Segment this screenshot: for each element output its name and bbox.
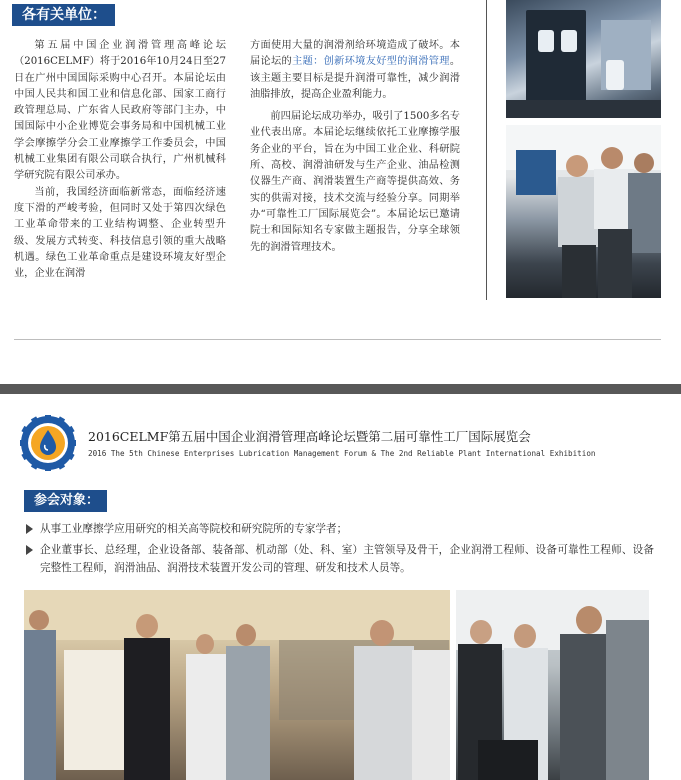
exhibition-visitors-photo: [506, 125, 661, 298]
attendee-item-text: 企业董事长、总经理，企业设备部、装备部、机动部（处、科、室）主管领导及骨干，企业润滑工程师、设备可靠性工程师、设备完整性工程师，润滑油品、润滑技术装置开发公司的管理、研发和技术人员等。: [40, 544, 654, 574]
history-paragraph: 前四届论坛成功举办，吸引了1500多名专业代表出席。本届论坛继续依托工业摩擦学服务企业的平台，旨在为中国工业企业、科研院所、高校、润滑油研发与生产企业、油品检测仪器生产商、润滑装置生产商等提供高效、务实的供需对接，技术交流与经验分享。同期举办“可靠性工厂国际展览会”。本届论坛已邀请院士和国际知名专家做主题报告，分享全球领先的润滑管理技术。: [250, 111, 460, 253]
theme-text-after: 。该主题主要目标是提升润滑可靠性，减少润滑油脂排放，提高企业盈利能力。: [250, 56, 461, 100]
column-divider: [486, 0, 487, 300]
attendee-item-text: 从事工业摩擦学应用研究的相关高等院校和研究院所的专家学者；: [40, 523, 348, 535]
intro-paragraph-1: 第五届中国企业润滑管理高峰论坛（2016CELMF）将于2016年10月24日至27日在广州中国国际采购中心召开。本届论坛由中国人民共和国工业和信息化部、国家工商行政管理总局、广东省人民政府等部门主办，中国国际中小企业博览会事务局和中国机械工业学会摩擦学分会工业摩擦学工作委员会，中国机械工业集团有限公司联合执行，广州机械科学研究院有限公司承办。: [14, 40, 226, 182]
section-header-attendees: 参会对象：: [24, 490, 107, 512]
forum-theme-highlight: 主题：创新环境友好型的润滑管理: [292, 56, 450, 68]
booth-discussion-photo: [456, 590, 649, 780]
intro-paragraph-2: 当前，我国经济面临新常态，面临经济速度下滑的严峻考验，但同时又处于第四次绿色工业革命带来的工业结构调整、企业转型升级、发展方式转变、科技信息引领的重大战略机遇。绿色工业革命重点是建设环境友好型企业，企业在润滑: [14, 186, 226, 280]
attendee-item: [24, 541, 654, 577]
bullet-triangle-icon: [26, 545, 33, 555]
celmf-logo: [20, 415, 76, 471]
forum-crowd-photo: [24, 590, 450, 780]
bullet-triangle-icon: [26, 524, 33, 534]
intro-middle-column: [250, 38, 460, 256]
theme-text-before: 方面使用大量的润滑剂给环境造成了破坏。本届论坛的: [250, 40, 460, 68]
intro-left-column: [14, 38, 226, 282]
attendee-item: [24, 520, 654, 538]
event-title-chinese: 2016CELMF第五届中国企业润滑管理高峰论坛暨第二届可靠性工厂国际展览会: [88, 429, 531, 444]
event-title-english: 2016 The 5th Chinese Enterprises Lubrication Management Forum & The 2nd Reliable Plant International Exhibition: [88, 449, 596, 458]
section-header-units: 各有关单位：: [12, 4, 115, 26]
lubrication-equipment-photo: [506, 0, 661, 118]
page-separator-band: [0, 384, 681, 394]
section-divider-line: [14, 339, 661, 340]
forum-theme-paragraph: [250, 38, 460, 103]
